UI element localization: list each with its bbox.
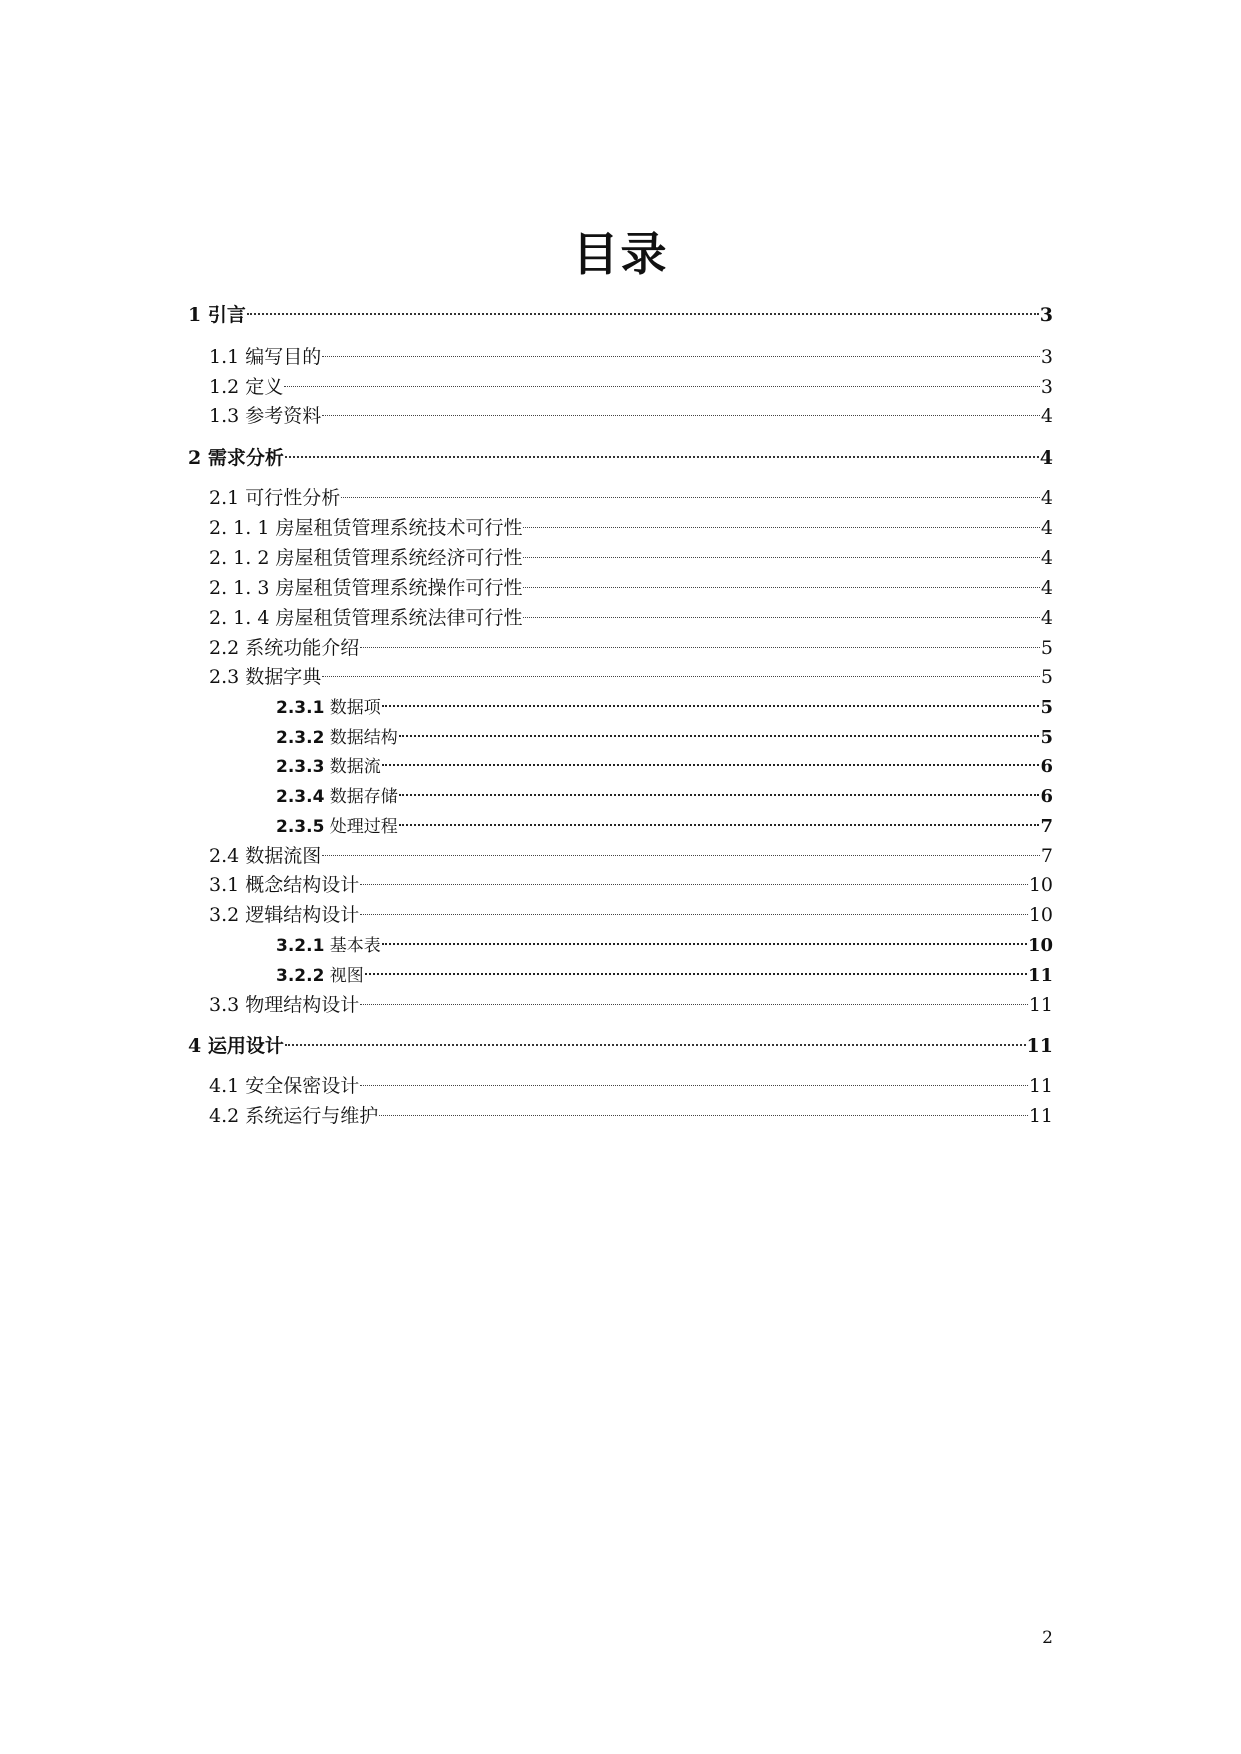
toc-entry-page: 10 bbox=[1028, 904, 1053, 926]
toc-dot-leader bbox=[322, 398, 1040, 422]
toc-dot-leader bbox=[322, 838, 1040, 862]
toc-entry-label: 4.2 系统运行与维护 bbox=[209, 1105, 379, 1127]
toc-entry-label: 1 引言 bbox=[188, 304, 246, 326]
toc-entry[interactable] bbox=[188, 1028, 1053, 1058]
toc-title: 目录 bbox=[572, 227, 669, 281]
toc-entry-label: 2.2 系统功能介绍 bbox=[209, 637, 360, 659]
toc-dot-leader bbox=[360, 987, 1028, 1011]
toc-entry-page: 10 bbox=[1027, 935, 1053, 956]
toc-entry-number: 2.3.1 bbox=[276, 698, 325, 718]
toc-entry-text: 处理过程 bbox=[324, 817, 398, 837]
toc-entry-label bbox=[276, 726, 398, 750]
toc-entry[interactable] bbox=[209, 987, 1053, 1017]
toc-entry-label: 4.1 安全保密设计 bbox=[209, 1075, 360, 1097]
toc-entry-page: 5 bbox=[1040, 727, 1053, 748]
toc-entry-page: 4 bbox=[1040, 487, 1053, 509]
toc-entry-label: 2. 1. 2 房屋租赁管理系统经济可行性 bbox=[209, 547, 523, 569]
toc-entry-number: 2.3.5 bbox=[276, 817, 325, 837]
toc-entry-label bbox=[276, 815, 398, 839]
page-number: 2 bbox=[1042, 1628, 1053, 1648]
toc-entry-page: 5 bbox=[1040, 697, 1053, 718]
toc-entry-page: 10 bbox=[1028, 874, 1053, 896]
toc-entry-label: 1.3 参考资料 bbox=[209, 405, 322, 427]
toc-entry-page: 7 bbox=[1040, 816, 1053, 837]
toc-entry-page: 11 bbox=[1028, 1075, 1053, 1097]
toc-entry[interactable] bbox=[209, 1098, 1053, 1128]
toc-entry[interactable] bbox=[209, 600, 1053, 630]
toc-entry-label bbox=[276, 934, 381, 958]
toc-entry-page: 11 bbox=[1027, 965, 1053, 986]
toc-dot-leader bbox=[523, 540, 1039, 564]
toc-entry-label: 1.2 定义 bbox=[209, 376, 284, 398]
toc-entry-page: 4 bbox=[1040, 517, 1053, 539]
toc-entry[interactable] bbox=[209, 897, 1053, 927]
toc-dot-leader bbox=[341, 480, 1040, 504]
toc-entry-text: 基本表 bbox=[324, 936, 381, 956]
toc-entry-page: 4 bbox=[1040, 547, 1053, 569]
toc-entry-page: 4 bbox=[1040, 577, 1053, 599]
toc-entry-page: 3 bbox=[1040, 346, 1053, 368]
toc-entry-number: 3.2.1 bbox=[276, 936, 325, 956]
toc-entry-page: 6 bbox=[1040, 756, 1053, 777]
toc-entry-number: 2.3.4 bbox=[276, 787, 325, 807]
toc-entry[interactable] bbox=[209, 339, 1053, 369]
toc-entry-text: 数据存储 bbox=[324, 787, 398, 807]
toc-entry-label: 3.2 逻辑结构设计 bbox=[209, 904, 360, 926]
toc-entry-page: 11 bbox=[1026, 1035, 1053, 1057]
toc-entry[interactable] bbox=[209, 867, 1053, 897]
toc-entry[interactable] bbox=[209, 369, 1053, 399]
toc-entry-label: 3.1 概念结构设计 bbox=[209, 874, 360, 896]
toc-dot-leader bbox=[523, 510, 1039, 534]
toc-entry-label: 2. 1. 3 房屋租赁管理系统操作可行性 bbox=[209, 577, 523, 599]
toc-entry-page: 4 bbox=[1040, 405, 1053, 427]
toc-entry[interactable] bbox=[209, 570, 1053, 600]
toc-dot-leader bbox=[322, 659, 1040, 683]
toc-dot-leader bbox=[360, 630, 1040, 654]
toc-entry-label: 1.1 编写目的 bbox=[209, 346, 322, 368]
toc-dot-leader bbox=[523, 570, 1039, 594]
toc-entry-label bbox=[276, 785, 398, 809]
toc-entry[interactable] bbox=[276, 748, 1053, 779]
toc-dot-leader bbox=[285, 440, 1039, 464]
toc-entry-label: 2.4 数据流图 bbox=[209, 845, 322, 867]
toc-entry-page: 11 bbox=[1028, 1105, 1053, 1127]
toc-entry-page: 4 bbox=[1039, 447, 1053, 469]
toc-entry-label bbox=[276, 755, 381, 779]
toc-entry[interactable] bbox=[188, 440, 1053, 470]
toc-entry[interactable] bbox=[276, 808, 1053, 839]
toc-entry[interactable] bbox=[276, 957, 1053, 988]
toc-entry[interactable] bbox=[276, 689, 1053, 720]
toc-dot-leader bbox=[284, 369, 1040, 393]
toc-entry-page: 11 bbox=[1028, 994, 1053, 1016]
toc-entry-label: 2. 1. 1 房屋租赁管理系统技术可行性 bbox=[209, 517, 523, 539]
toc-entry-label bbox=[276, 696, 381, 720]
toc-entry-label: 3.3 物理结构设计 bbox=[209, 994, 360, 1016]
toc-entry[interactable] bbox=[209, 540, 1053, 570]
toc-entry-text: 数据项 bbox=[324, 698, 381, 718]
toc-entry-label: 2. 1. 4 房屋租赁管理系统法律可行性 bbox=[209, 607, 523, 629]
toc-entry-text: 数据结构 bbox=[324, 728, 398, 748]
toc-entry[interactable] bbox=[209, 659, 1053, 689]
toc-entry[interactable] bbox=[209, 510, 1053, 540]
toc-entry[interactable] bbox=[209, 398, 1053, 428]
toc-dot-leader bbox=[360, 897, 1028, 921]
toc-entry-page: 7 bbox=[1040, 845, 1053, 867]
toc-dot-leader bbox=[379, 1098, 1028, 1122]
toc-entry-page: 3 bbox=[1039, 304, 1053, 326]
toc-entry[interactable] bbox=[209, 838, 1053, 868]
toc-dot-leader bbox=[399, 719, 1040, 743]
toc-dot-leader bbox=[523, 600, 1039, 624]
toc-entry[interactable] bbox=[276, 778, 1053, 809]
toc-entry-number: 2.3.3 bbox=[276, 757, 325, 777]
toc-entry[interactable] bbox=[209, 630, 1053, 660]
toc-entry-text: 视图 bbox=[324, 966, 364, 986]
toc-dot-leader bbox=[360, 867, 1028, 891]
toc-entry[interactable] bbox=[209, 1068, 1053, 1098]
toc-entry-page: 3 bbox=[1040, 376, 1053, 398]
toc-entry-label: 4 运用设计 bbox=[188, 1035, 284, 1057]
toc-entry-label: 2.3 数据字典 bbox=[209, 666, 322, 688]
toc-dot-leader bbox=[247, 297, 1039, 321]
toc-dot-leader bbox=[399, 778, 1040, 802]
toc-dot-leader bbox=[382, 748, 1040, 772]
toc-entry-page: 5 bbox=[1040, 666, 1053, 688]
toc-entry[interactable] bbox=[188, 297, 1053, 327]
toc-entry-page: 4 bbox=[1040, 607, 1053, 629]
toc-dot-leader bbox=[360, 1068, 1028, 1092]
toc-entry[interactable] bbox=[276, 927, 1053, 958]
toc-entry-page: 6 bbox=[1040, 786, 1053, 807]
toc-entry-label bbox=[276, 964, 364, 988]
toc-dot-leader bbox=[365, 957, 1027, 981]
toc-entry[interactable] bbox=[276, 719, 1053, 750]
toc-entry-text: 数据流 bbox=[324, 757, 381, 777]
toc-dot-leader bbox=[322, 339, 1040, 363]
toc-entry[interactable] bbox=[209, 480, 1053, 510]
toc-entry-number: 3.2.2 bbox=[276, 966, 325, 986]
toc-dot-leader bbox=[399, 808, 1040, 832]
toc-dot-leader bbox=[382, 927, 1027, 951]
toc-entry-page: 5 bbox=[1040, 637, 1053, 659]
toc-dot-leader bbox=[285, 1028, 1026, 1052]
toc-entry-label: 2 需求分析 bbox=[188, 447, 284, 469]
toc-entry-label: 2.1 可行性分析 bbox=[209, 487, 341, 509]
toc-dot-leader bbox=[382, 689, 1040, 713]
toc-entry-number: 2.3.2 bbox=[276, 728, 325, 748]
